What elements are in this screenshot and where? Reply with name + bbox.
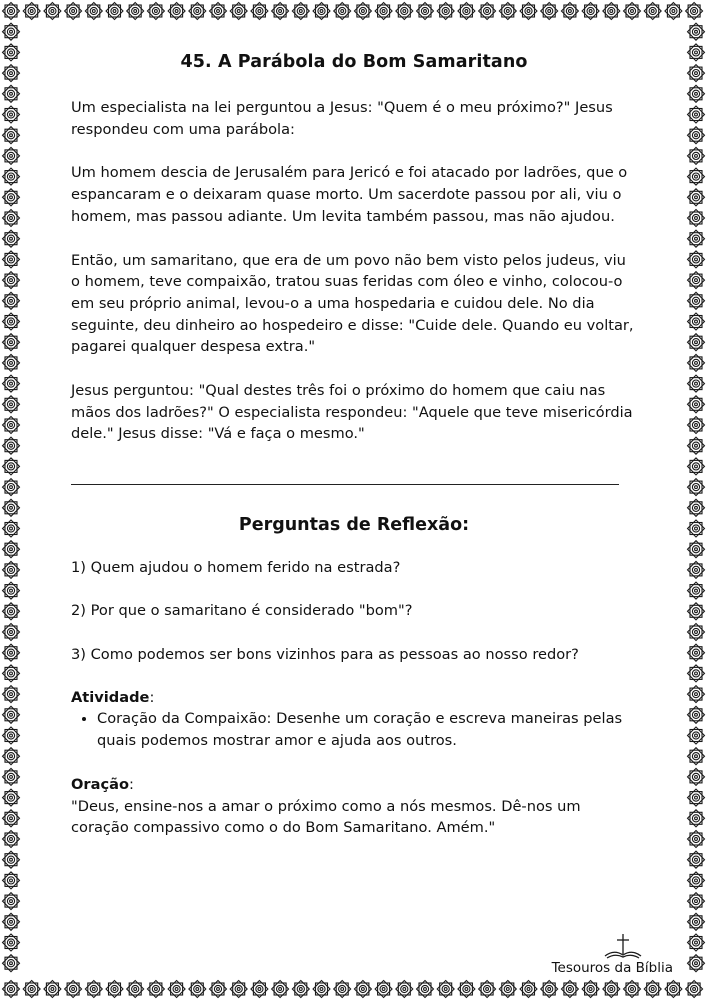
footer-brand-name: Tesouros da Bíblia [551,960,673,976]
footer-brand [533,932,673,976]
page-title: 45. A Parábola do Bom Samaritano [180,52,528,72]
story-paragraph: Jesus perguntou: "Qual destes três foi o próximo do homem que caiu nas mãos dos ladrões?" O especialista respondeu: "Aquele que teve misericórdia dele." Jesus disse: "Vá e faça o mesmo." [71,382,633,443]
reflection-question: 3) Como podemos ser bons vizinhos para as pessoas ao nosso redor? [71,645,579,663]
prayer-label: Oração [71,775,129,793]
activity-label: Atividade [71,688,150,706]
story-paragraph: Então, um samaritano, que era de um povo não bem visto pelos judeus, viu o homem, teve compaixão, tratou suas feridas com óleo e vinho, colocou-o em seu próprio animal, levou-o a uma hospedaria e cuidou dele. No dia seguinte, deu dinheiro ao hospedeiro e disse: "Cuide dele. Quando eu voltar, pagarei qualquer despesa extra." [71,251,634,356]
cross-book-icon [597,932,647,960]
prayer-text: "Deus, ensine-nos a amar o próximo como a nós mesmos. Dê-nos um coração compassivo como o do Bom Samaritano. Amém." [71,797,581,837]
worksheet-content [71,52,637,839]
activity-heading: Atividade: [71,688,155,706]
reflection-question: 1) Quem ajudou o homem ferido na estrada? [71,559,401,577]
section-divider [71,484,619,485]
reflection-heading: Perguntas de Reflexão: [238,515,470,536]
story-paragraph: Um especialista na lei perguntou a Jesus: "Quem é o meu próximo?" Jesus respondeu com uma parábola: [71,99,613,138]
reflection-question: 2) Por que o samaritano é considerado "bom"? [71,602,413,620]
story-paragraph: Um homem descia de Jerusalém para Jericó e foi atacado por ladrões, que o espancaram e o deixaram quase morto. Um sacerdote passou por ali, viu o homem, mas passou adiante. Um levita também passou, mas não ajudou. [71,164,628,225]
activity-list [71,708,637,751]
activity-item: • Coração da Compaixão: Desenhe um coração e escreva maneiras pelas quais podemos mostrar amor e ajuda aos outros. [97,708,637,751]
prayer-heading: Oração: [71,775,134,793]
